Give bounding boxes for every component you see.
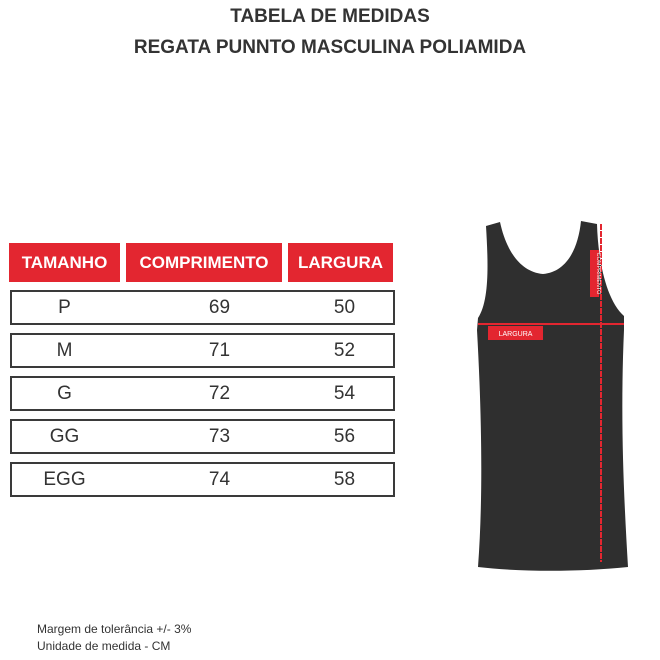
unit-note: Unidade de medida - CM: [37, 639, 171, 653]
cell-width: 58: [333, 469, 356, 490]
length-label: COMPRIMENTO: [595, 252, 601, 295]
cell-size: M: [56, 340, 73, 361]
cell-width: 54: [333, 383, 356, 404]
chart-title: TABELA DE MEDIDAS: [230, 6, 430, 27]
cell-width: 56: [333, 426, 356, 447]
cell-size: EGG: [43, 469, 86, 490]
product-name: REGATA PUNNTO MASCULINA POLIAMIDA: [133, 37, 527, 58]
cell-length: 73: [208, 426, 231, 447]
cell-width: 50: [333, 297, 356, 318]
cell-size: P: [58, 297, 71, 318]
cell-length: 72: [208, 383, 231, 404]
tank-top-shape: [477, 221, 628, 571]
tolerance-note: Margem de tolerância +/- 3%: [37, 622, 192, 636]
header-comprimento: COMPRIMENTO: [126, 243, 282, 282]
header-tamanho: TAMANHO: [9, 243, 120, 282]
cell-length: 74: [208, 469, 231, 490]
cell-size: G: [57, 383, 72, 404]
cell-width: 52: [333, 340, 356, 361]
cell-length: 71: [208, 340, 231, 361]
cell-length: 69: [208, 297, 231, 318]
cell-size: GG: [49, 426, 80, 447]
width-label: LARGURA: [498, 331, 533, 338]
header-largura: LARGURA: [288, 243, 393, 282]
